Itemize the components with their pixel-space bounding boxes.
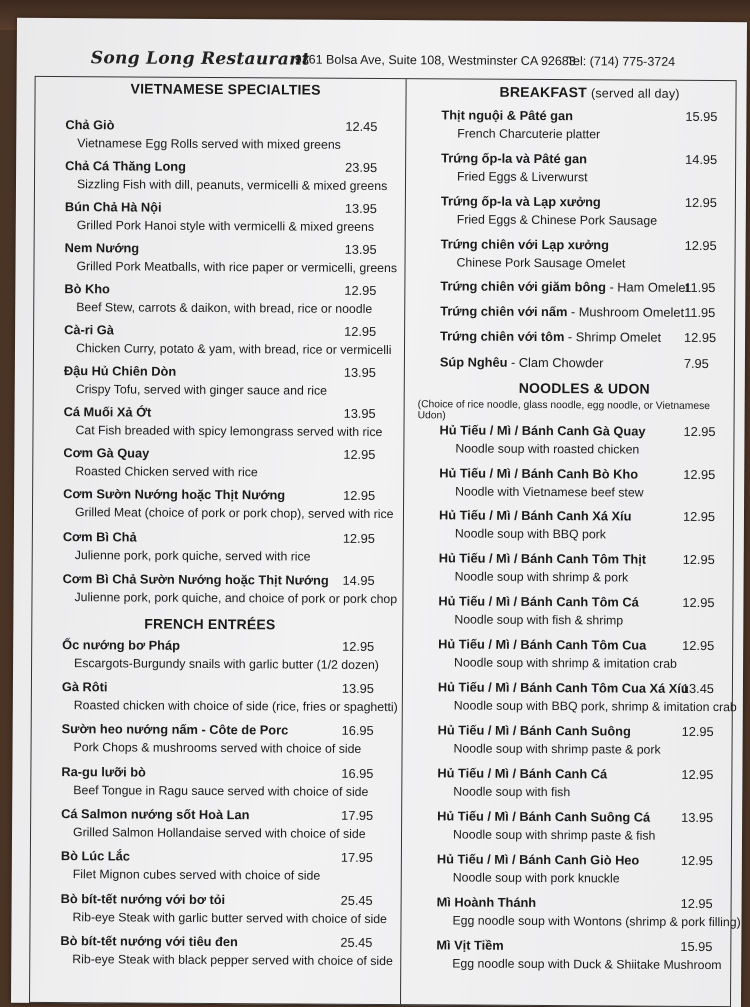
- item-price: 13.95: [344, 200, 377, 216]
- item-description: Rib-eye Steak with garlic butter served with choice of side: [72, 910, 387, 927]
- item-name-en: - Shrimp Omelet: [564, 329, 662, 345]
- item-description: Noodle soup with shrimp paste & pork: [453, 741, 661, 757]
- menu-item: [403, 851, 731, 893]
- item-description: Filet Mignon cubes served with choice of side: [72, 867, 321, 883]
- item-name: Hủ Tiếu / Mì / Bánh Canh Tôm Cua: [438, 636, 647, 653]
- item-name: Trứng ốp-la và Pâté gan: [441, 150, 588, 167]
- item-description: Chinese Pork Sausage Omelet: [456, 255, 626, 271]
- item-name: Chả Giò: [65, 117, 115, 133]
- item-name: Chả Cá Thăng Long: [65, 158, 187, 174]
- item-name-vn: Trứng chiên với nấm: [440, 303, 568, 320]
- item-price: 12.95: [682, 551, 715, 568]
- item-description: Noodle soup with roasted chicken: [455, 441, 640, 457]
- item-price: 12.95: [680, 852, 713, 869]
- menu-item: [31, 721, 401, 763]
- item-description: Egg noodle soup with Duck & Shiitake Mushroom: [452, 956, 722, 973]
- item-price: 15.95: [685, 108, 718, 125]
- item-name: Bò bít-tết nướng với tiêu đen: [60, 933, 238, 950]
- section-title-vietnamese-specialties: VIETNAMESE SPECIALTIES: [130, 80, 321, 98]
- item-description: Fried Eggs & Liverwurst: [457, 169, 588, 185]
- menu-item: [34, 363, 404, 405]
- menu-item: [407, 193, 735, 235]
- item-price: 12.95: [681, 723, 714, 740]
- menu-item: [32, 571, 402, 613]
- item-description: Noodle soup with shrimp & pork: [454, 569, 629, 585]
- item-price: 12.95: [342, 638, 375, 654]
- menu-item: [402, 894, 741, 936]
- item-description: Noodle soup with shrimp & imitation crab: [454, 655, 677, 671]
- item-name: Hủ Tiếu / Mì / Bánh Canh Suông: [437, 722, 631, 739]
- item-price: 13.95: [341, 680, 375, 696]
- item-name: Cá Muối Xả Ớt: [63, 404, 152, 420]
- menu-item: [35, 158, 405, 200]
- item-name: Hủ Tiếu / Mì / Bánh Canh Tôm Cá: [438, 593, 639, 610]
- menu-item: [403, 808, 731, 850]
- item-price: 12.95: [344, 323, 377, 339]
- item-price: 25.45: [340, 934, 373, 950]
- item-description: Julienne pork, pork quiche, served with rice: [74, 548, 311, 564]
- item-description: Grilled Pork Hanoi style with vermicelli & mixed greens: [76, 218, 375, 234]
- menu-item: [30, 933, 400, 975]
- menu-item: [31, 764, 401, 806]
- item-name: Đậu Hủ Chiên Dòn: [63, 363, 177, 379]
- item-price: 12.95: [682, 637, 715, 654]
- menu-item: [404, 679, 737, 721]
- item-description: Chicken Curry, potato & yam, with bread, rice or vermicelli: [75, 341, 392, 358]
- item-name: Cơm Bì Chả Sườn Nướng hoặc Thịt Nướng: [62, 571, 329, 588]
- item-name: [440, 303, 684, 319]
- item-name: Trứng chiên với Lạp xưởng: [440, 236, 609, 253]
- item-name-en: - Ham Omelet: [605, 279, 690, 295]
- menu-item: [33, 486, 403, 528]
- menu-item: [30, 891, 400, 933]
- item-description: Vietnamese Egg Rolls served with mixed greens: [77, 136, 341, 152]
- menu-item: [32, 679, 402, 721]
- item-description: Noodle soup with fish & shrimp: [454, 612, 624, 628]
- item-description: Noodle soup with BBQ pork: [454, 526, 606, 542]
- item-price: 12.95: [680, 895, 713, 912]
- item-name: Bò Kho: [64, 281, 110, 297]
- item-name: Bún Chả Hà Nội: [64, 199, 162, 215]
- item-price: 25.45: [340, 892, 373, 908]
- menu-item: [404, 593, 732, 635]
- menu-item: [34, 322, 404, 364]
- item-name: Mì Vịt Tiềm: [436, 937, 504, 953]
- left-column: [30, 77, 407, 1004]
- item-description: Julienne pork, pork quiche, and choice of pork or pork chop: [74, 590, 398, 607]
- item-price: 12.95: [343, 446, 376, 462]
- item-price: 16.95: [341, 722, 374, 738]
- noodles-note: (Choice of rice noodle, glass noodle, egg noodle, or Vietnamese Udon): [417, 399, 711, 422]
- item-price: 17.95: [340, 849, 373, 865]
- section-title-noodles: NOODLES & UDON: [518, 379, 650, 397]
- menu-item: [407, 150, 735, 192]
- item-description: Fried Eggs & Chinese Pork Sausage: [456, 212, 658, 228]
- item-description: Escargots-Burgundy snails with garlic butter (1/2 dozen): [74, 656, 379, 673]
- item-price: 12.95: [342, 530, 375, 546]
- item-description: Beef Tongue in Ragu sauce served with choice of side: [73, 783, 369, 799]
- menu-item: [34, 240, 404, 282]
- menu-item: [34, 281, 404, 323]
- item-price: 13.95: [343, 405, 376, 421]
- item-description: Noodle with Vietnamese beef stew: [455, 484, 644, 500]
- item-name: Hủ Tiếu / Mì / Bánh Canh Gà Quay: [439, 422, 646, 439]
- item-price: 7.95: [683, 355, 709, 372]
- item-name: Hủ Tiếu / Mì / Bánh Canh Bò Kho: [439, 465, 639, 482]
- menu-item: [402, 937, 730, 979]
- item-description: French Charcuterie platter: [457, 126, 601, 142]
- item-price: 11.95: [684, 304, 716, 321]
- item-name: Hủ Tiếu / Mì / Bánh Canh Cá: [437, 765, 608, 782]
- item-name: Bò bít-tết nướng với bơ tỏi: [60, 891, 226, 908]
- item-name: Mì Hoành Thánh: [436, 894, 537, 910]
- item-name: [440, 328, 661, 344]
- menu-item: [407, 107, 735, 149]
- item-price: 12.95: [682, 508, 716, 525]
- item-name-vn: Trứng chiên với tôm: [440, 328, 565, 345]
- item-name: Hủ Tiếu / Mì / Bánh Canh Xá Xíu: [438, 507, 632, 524]
- menu-item: [35, 117, 405, 159]
- item-description: Roasted Chicken served with rice: [75, 464, 258, 480]
- item-description: Crispy Tofu, served with ginger sauce and rice: [75, 382, 328, 398]
- item-price: 12.95: [343, 487, 376, 503]
- item-price: 12.95: [684, 237, 717, 254]
- item-name: Gà Rôti: [61, 679, 108, 695]
- item-price: 12.95: [683, 466, 716, 483]
- item-description: Roasted chicken with choice of side (rice, fries or spaghetti): [73, 698, 398, 715]
- menu-item: [31, 848, 401, 890]
- item-name: [440, 278, 689, 295]
- item-description: Noodle soup with shrimp paste & fish: [452, 827, 656, 843]
- menu-item: [404, 636, 732, 678]
- menu-item: [405, 422, 733, 464]
- item-name: Cơm Bì Chả: [62, 529, 137, 545]
- menu-item: [403, 765, 731, 807]
- item-description: Noodle soup with fish: [453, 784, 571, 800]
- menu-item: [406, 354, 734, 376]
- menu-item: [406, 236, 734, 278]
- item-price: 12.95: [683, 423, 716, 440]
- breakfast-title: BREAKFAST: [499, 83, 587, 101]
- item-price: 13.45: [681, 680, 715, 697]
- item-price: 12.95: [682, 594, 715, 611]
- menu-item: [35, 199, 405, 241]
- item-price: 13.95: [344, 241, 377, 257]
- item-name: Hủ Tiếu / Mì / Bánh Canh Giò Heo: [436, 851, 640, 868]
- menu-item: [403, 722, 731, 764]
- menu-item: [405, 550, 733, 592]
- menu-item: [33, 445, 403, 487]
- menu-item: [31, 806, 401, 848]
- item-name: Cơm Gà Quay: [63, 445, 150, 461]
- item-description: Beef Stew, carrots & daikon, with bread, rice or noodle: [76, 300, 373, 316]
- item-description: Sizzling Fish with dill, peanuts, vermicelli & mixed greens: [76, 177, 388, 194]
- item-price: 12.95: [684, 194, 717, 211]
- item-name: Nem Nướng: [64, 240, 140, 256]
- item-description: Grilled Pork Meatballs, with rice paper or vermicelli, greens: [76, 259, 398, 276]
- menu-item: [405, 507, 733, 549]
- menu-item: [33, 404, 403, 446]
- item-price: 15.95: [680, 938, 713, 955]
- item-price: 11.95: [684, 279, 716, 296]
- item-name: Hủ Tiếu / Mì / Bánh Canh Tôm Thịt: [438, 550, 647, 567]
- section-title-breakfast: [500, 84, 680, 101]
- menu-item: [405, 465, 733, 507]
- item-description: Pork Chops & mushrooms served with choice of side: [73, 740, 362, 756]
- item-name: Cơm Sườn Nướng hoặc Thịt Nướng: [63, 486, 286, 503]
- item-price: 23.95: [345, 159, 378, 175]
- item-description: Rib-eye Steak with black pepper served with choice of side: [72, 952, 393, 969]
- menu-page: [11, 18, 747, 1007]
- menu-item: [406, 303, 734, 325]
- item-description: Egg noodle soup with Wontons (shrimp & pork filling): [452, 913, 741, 930]
- item-name-vn: Súp Nghêu: [439, 354, 508, 370]
- item-price: 17.95: [341, 807, 374, 823]
- item-name-en: - Mushroom Omelet: [567, 304, 685, 320]
- right-column: [402, 79, 741, 1006]
- item-name: Ra-gu lưỡi bò: [61, 764, 146, 780]
- menu-item: [33, 529, 403, 571]
- restaurant-name: Song Long Restaurant: [90, 48, 310, 70]
- item-name: [440, 354, 604, 370]
- item-name: Trứng ốp-la và Lạp xưởng: [440, 193, 601, 210]
- item-name: Bò Lúc Lắc: [60, 848, 130, 864]
- menu-item: [32, 637, 402, 679]
- restaurant-phone: Tel: (714) 775-3724: [566, 54, 676, 69]
- item-description: Noodle soup with pork knuckle: [452, 870, 620, 886]
- item-price: 12.95: [344, 282, 377, 298]
- item-name: Hủ Tiếu / Mì / Bánh Canh Suông Cá: [437, 808, 651, 825]
- item-name: Cá Salmon nướng sốt Hoà Lan: [61, 806, 250, 823]
- menu-item: [406, 278, 734, 300]
- item-price: 12.95: [681, 766, 714, 783]
- item-price: 14.95: [342, 572, 375, 588]
- breakfast-subtitle: (served all day): [590, 86, 680, 101]
- item-price: 12.95: [684, 329, 717, 346]
- item-name-en: - Clam Chowder: [507, 354, 604, 371]
- item-price: 13.95: [681, 809, 714, 826]
- section-title-french-entrees: FRENCH ENTRÉES: [144, 615, 276, 633]
- item-price: 13.95: [343, 364, 376, 380]
- menu-frame: [29, 76, 741, 1007]
- menu-item: [406, 328, 734, 350]
- item-name: Ốc nướng bơ Pháp: [62, 637, 180, 653]
- restaurant-address: 9361 Bolsa Ave, Suite 108, Westminster CA 92683: [294, 52, 576, 69]
- item-name: Hủ Tiếu / Mì / Bánh Canh Tôm Cua Xá Xíu: [437, 679, 689, 696]
- item-name: Cà-ri Gà: [64, 322, 114, 338]
- item-description: Grilled Meat (choice of pork or pork chop), served with rice: [74, 505, 394, 522]
- item-name-vn: Trứng chiên với giăm bông: [440, 278, 606, 295]
- item-description: Cat Fish breaded with spicy lemongrass served with rice: [75, 423, 383, 440]
- item-price: 16.95: [341, 765, 374, 781]
- item-price: 12.45: [345, 118, 378, 134]
- item-name: Sườn heo nướng nấm - Côte de Porc: [61, 721, 289, 738]
- item-description: Grilled Salmon Hollandaise served with choice of side: [72, 825, 366, 841]
- item-name: Thịt nguội & Pâté gan: [441, 107, 574, 124]
- item-description: Noodle soup with BBQ pork, shrimp & imitation crab: [453, 698, 737, 715]
- item-price: 14.95: [685, 151, 718, 168]
